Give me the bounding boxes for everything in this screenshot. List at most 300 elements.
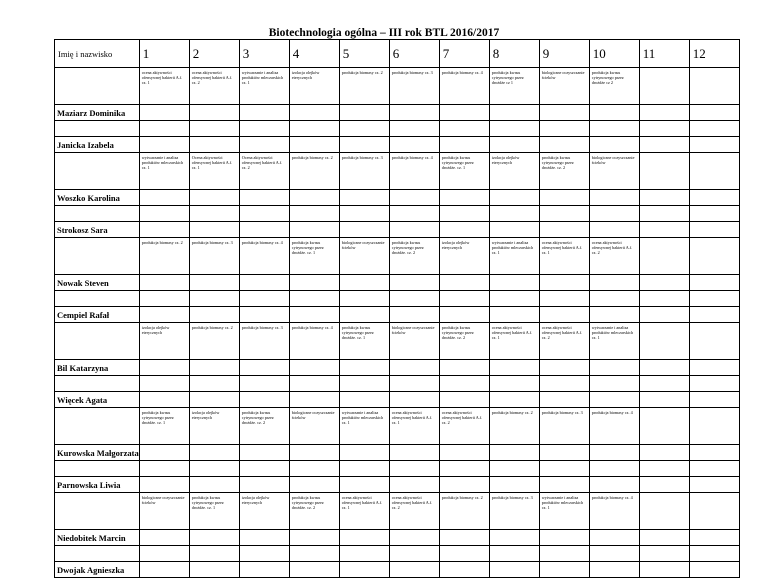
empty-cell: [189, 392, 239, 408]
empty-cell: [239, 105, 289, 121]
student-name: Dwojak Agnieszka: [55, 562, 140, 578]
empty-cell: [489, 190, 539, 206]
empty-cell: [439, 376, 489, 392]
empty-cell: [389, 445, 439, 461]
empty-cell: [639, 477, 689, 493]
student-name: Woszko Karolina: [55, 190, 140, 206]
student-name: Parnowska Liwia: [55, 477, 140, 493]
empty-cell: [55, 206, 140, 222]
empty-cell: [239, 445, 289, 461]
class-topic-cell: produkcja kwasu cytrynowego przez drożdże cz 2: [589, 68, 639, 105]
empty-cell: [489, 291, 539, 307]
empty-cell: [139, 190, 189, 206]
empty-cell: [539, 291, 589, 307]
empty-cell: [589, 190, 639, 206]
class-topic-cell: biologiczne oczyszczanie ścieków: [589, 153, 639, 190]
empty-cell: [639, 445, 689, 461]
empty-cell: [589, 392, 639, 408]
student-name: Cempiel Rafał: [55, 307, 140, 323]
empty-cell: [139, 206, 189, 222]
empty-cell: [639, 275, 689, 291]
student-name: Maziarz Dominika: [55, 105, 140, 121]
class-topic-cell: produkcja kwasu cytrynowego przez drożdże. cz. 2: [539, 153, 589, 190]
empty-cell: [439, 445, 489, 461]
empty-cell: [289, 307, 339, 323]
class-topic-cell: [689, 408, 739, 445]
class-topic-cell: [639, 153, 689, 190]
blank-row: [55, 206, 740, 222]
empty-cell: [339, 291, 389, 307]
empty-cell: [239, 121, 289, 137]
empty-cell: [689, 392, 739, 408]
class-topic-cell: biologiczne oczyszczanie ścieków: [289, 408, 339, 445]
empty-cell: [239, 307, 289, 323]
empty-cell: [189, 562, 239, 578]
empty-cell: [389, 206, 439, 222]
empty-cell: [489, 376, 539, 392]
empty-cell: [55, 546, 140, 562]
empty-cell: [139, 121, 189, 137]
empty-cell: [289, 121, 339, 137]
empty-cell: [539, 307, 589, 323]
empty-cell: [189, 307, 239, 323]
empty-cell: [639, 121, 689, 137]
empty-cell: [289, 445, 339, 461]
class-topic-cell: biologiczne oczyszczanie ścieków: [389, 323, 439, 360]
empty-name-cell: [55, 408, 140, 445]
class-topic-cell: biologiczne oczyszczanie ścieków: [539, 68, 589, 105]
class-topic-cell: produkcja biomasy cz. 4: [289, 323, 339, 360]
empty-cell: [539, 275, 589, 291]
class-topic-cell: wytwarzanie i analiza produktów mleczarskich cz. 1: [239, 68, 289, 105]
class-topic-cell: ocena aktywności ofensywnej bakterii A.f. cz. 2: [539, 323, 589, 360]
header-row: [55, 40, 740, 68]
empty-cell: [489, 121, 539, 137]
empty-cell: [139, 291, 189, 307]
class-topic-cell: produkcja kwasu cytrynowego przez drożdże. cz. 2: [289, 493, 339, 530]
empty-cell: [139, 546, 189, 562]
empty-cell: [489, 477, 539, 493]
empty-cell: [189, 546, 239, 562]
empty-cell: [689, 445, 739, 461]
empty-cell: [389, 392, 439, 408]
empty-cell: [189, 275, 239, 291]
empty-cell: [139, 562, 189, 578]
class-topic-cell: produkcja biomasy cz. 3: [339, 153, 389, 190]
empty-cell: [389, 461, 439, 477]
empty-cell: [289, 275, 339, 291]
empty-cell: [539, 105, 589, 121]
empty-cell: [339, 530, 389, 546]
empty-cell: [689, 530, 739, 546]
empty-cell: [189, 190, 239, 206]
blank-row: [55, 546, 740, 562]
empty-cell: [55, 121, 140, 137]
empty-cell: [689, 376, 739, 392]
empty-cell: [489, 546, 539, 562]
empty-cell: [139, 477, 189, 493]
empty-cell: [689, 105, 739, 121]
empty-cell: [139, 137, 189, 153]
empty-cell: [489, 530, 539, 546]
class-topic-cell: ocena aktywności ofensywnej bakterii A.f. cz. 1: [489, 323, 539, 360]
class-topic-cell: produkcja biomasy cz. 2: [339, 68, 389, 105]
empty-cell: [539, 360, 589, 376]
empty-cell: [339, 307, 389, 323]
schedule-row: [55, 68, 740, 105]
empty-cell: [539, 461, 589, 477]
empty-cell: [489, 206, 539, 222]
student-name: Kurowska Małgorzata: [55, 445, 140, 461]
class-topic-cell: produkcja kwasu cytrynowego przez drożdże. cz. 1: [289, 238, 339, 275]
class-topic-cell: wytwarzanie i analiza produktów mleczarskich cz. 1: [539, 493, 589, 530]
empty-cell: [389, 121, 439, 137]
empty-cell: [439, 291, 489, 307]
empty-cell: [639, 190, 689, 206]
empty-cell: [339, 477, 389, 493]
empty-cell: [139, 360, 189, 376]
class-topic-cell: produkcja kwasu cytrynowego przez drożdże. cz. 2: [439, 323, 489, 360]
empty-cell: [389, 360, 439, 376]
empty-cell: [289, 477, 339, 493]
class-topic-cell: produkcja biomasy cz. 4: [439, 68, 489, 105]
empty-cell: [289, 546, 339, 562]
empty-cell: [189, 530, 239, 546]
empty-cell: [689, 222, 739, 238]
empty-cell: [139, 392, 189, 408]
empty-cell: [439, 392, 489, 408]
column-number-4: 4: [289, 40, 339, 68]
column-number-3: 3: [239, 40, 289, 68]
schedule-row: [55, 153, 740, 190]
empty-name-cell: [55, 238, 140, 275]
empty-cell: [289, 105, 339, 121]
empty-cell: [239, 190, 289, 206]
student-row: [55, 275, 740, 291]
empty-cell: [189, 137, 239, 153]
empty-cell: [139, 275, 189, 291]
class-topic-cell: produkcja biomasy cz. 4: [589, 493, 639, 530]
empty-cell: [489, 105, 539, 121]
student-row: [55, 530, 740, 546]
empty-cell: [639, 376, 689, 392]
class-topic-cell: izolacja olejków eterycznych: [239, 493, 289, 530]
column-number-9: 9: [539, 40, 589, 68]
empty-cell: [539, 445, 589, 461]
empty-name-cell: [55, 153, 140, 190]
column-number-7: 7: [439, 40, 489, 68]
empty-cell: [439, 360, 489, 376]
empty-cell: [589, 546, 639, 562]
schedule-row: [55, 238, 740, 275]
class-topic-cell: [639, 238, 689, 275]
empty-cell: [689, 307, 739, 323]
empty-cell: [389, 291, 439, 307]
empty-cell: [439, 222, 489, 238]
empty-cell: [589, 307, 639, 323]
empty-cell: [439, 546, 489, 562]
empty-cell: [689, 546, 739, 562]
empty-cell: [55, 461, 140, 477]
empty-cell: [439, 530, 489, 546]
student-name: Janicka Izabela: [55, 137, 140, 153]
empty-cell: [289, 291, 339, 307]
class-topic-cell: wytwarzanie i analiza produktów mleczarskich cz. 1: [139, 153, 189, 190]
class-topic-cell: izolacja olejków eterycznych: [139, 323, 189, 360]
class-topic-cell: produkcja biomasy cz. 3: [539, 408, 589, 445]
empty-cell: [339, 105, 389, 121]
class-topic-cell: produkcja biomasy cz. 4: [239, 238, 289, 275]
empty-cell: [489, 137, 539, 153]
class-topic-cell: izolacja olejków eterycznych: [439, 238, 489, 275]
empty-cell: [639, 530, 689, 546]
empty-cell: [239, 360, 289, 376]
class-topic-cell: wytwarzanie i analiza produktów mleczarskich cz. 1: [339, 408, 389, 445]
class-topic-cell: produkcja biomasy cz. 2: [439, 493, 489, 530]
class-topic-cell: produkcja biomasy cz. 2: [489, 408, 539, 445]
blank-row: [55, 461, 740, 477]
class-topic-cell: izolacja olejków eterycznych: [289, 68, 339, 105]
empty-cell: [489, 445, 539, 461]
empty-cell: [639, 105, 689, 121]
student-row: [55, 445, 740, 461]
class-topic-cell: [639, 493, 689, 530]
student-row: [55, 307, 740, 323]
class-topic-cell: izolacja olejków eterycznych: [489, 153, 539, 190]
empty-cell: [589, 530, 639, 546]
student-name: Niedobitek Marcin: [55, 530, 140, 546]
empty-cell: [539, 190, 589, 206]
empty-cell: [289, 461, 339, 477]
empty-cell: [539, 392, 589, 408]
empty-cell: [439, 562, 489, 578]
class-topic-cell: produkcja biomasy cz. 3: [239, 323, 289, 360]
empty-cell: [639, 222, 689, 238]
student-row: [55, 105, 740, 121]
empty-cell: [689, 190, 739, 206]
class-topic-cell: produkcja biomasy cz. 2: [289, 153, 339, 190]
empty-cell: [389, 562, 439, 578]
class-topic-cell: [689, 153, 739, 190]
class-topic-cell: [639, 68, 689, 105]
empty-cell: [289, 530, 339, 546]
empty-cell: [389, 105, 439, 121]
empty-cell: [639, 360, 689, 376]
empty-cell: [239, 461, 289, 477]
empty-cell: [489, 275, 539, 291]
class-topic-cell: produkcja kwasu cytrynowego przez drożdże. cz. 1: [189, 493, 239, 530]
class-topic-cell: produkcja kwasu cytrynowego przez drożdże. cz. 2: [389, 238, 439, 275]
empty-cell: [539, 376, 589, 392]
empty-cell: [589, 360, 639, 376]
class-topic-cell: produkcja kwasu cytrynowego przez drożdże cz 1: [489, 68, 539, 105]
student-name: Strokosz Sara: [55, 222, 140, 238]
empty-cell: [489, 222, 539, 238]
empty-cell: [689, 477, 739, 493]
empty-cell: [139, 461, 189, 477]
empty-cell: [239, 392, 289, 408]
empty-cell: [339, 190, 389, 206]
empty-cell: [589, 275, 639, 291]
class-topic-cell: biologiczne oczyszczanie ścieków: [139, 493, 189, 530]
class-topic-cell: ocena aktywności ofensywnej bakterii A.f. cz. 2: [389, 493, 439, 530]
student-name: Więcek Agata: [55, 392, 140, 408]
empty-cell: [339, 360, 389, 376]
empty-cell: [55, 376, 140, 392]
empty-cell: [439, 477, 489, 493]
class-topic-cell: Ocena aktywności ofensywnej bakterii A.f. cz. 2: [239, 153, 289, 190]
empty-cell: [689, 121, 739, 137]
class-topic-cell: ocena aktywności ofensywnej bakterii A.f. cz. 2: [589, 238, 639, 275]
empty-cell: [389, 307, 439, 323]
student-name: Nowak Steven: [55, 275, 140, 291]
empty-cell: [339, 546, 389, 562]
class-topic-cell: [639, 323, 689, 360]
empty-cell: [389, 190, 439, 206]
empty-cell: [589, 105, 639, 121]
empty-cell: [639, 546, 689, 562]
empty-cell: [389, 376, 439, 392]
empty-cell: [339, 445, 389, 461]
empty-cell: [339, 461, 389, 477]
student-row: [55, 477, 740, 493]
empty-cell: [289, 392, 339, 408]
class-topic-cell: produkcja biomasy cz. 4: [589, 408, 639, 445]
empty-cell: [189, 291, 239, 307]
empty-cell: [589, 477, 639, 493]
empty-cell: [339, 206, 389, 222]
empty-cell: [189, 222, 239, 238]
class-topic-cell: produkcja biomasy cz. 2: [189, 323, 239, 360]
class-topic-cell: wytwarzanie i analiza produktów mleczarskich cz. 1: [489, 238, 539, 275]
empty-cell: [539, 121, 589, 137]
empty-cell: [689, 275, 739, 291]
empty-cell: [639, 206, 689, 222]
empty-cell: [239, 530, 289, 546]
empty-cell: [689, 206, 739, 222]
class-topic-cell: produkcja biomasy cz. 2: [139, 238, 189, 275]
class-topic-cell: biologiczne oczyszczanie ścieków: [339, 238, 389, 275]
empty-name-cell: [55, 493, 140, 530]
class-topic-cell: produkcja kwasu cytrynowego przez drożdże. cz. 2: [239, 408, 289, 445]
blank-row: [55, 291, 740, 307]
empty-cell: [139, 445, 189, 461]
empty-cell: [289, 190, 339, 206]
empty-cell: [189, 360, 239, 376]
empty-cell: [389, 275, 439, 291]
empty-cell: [239, 137, 289, 153]
class-topic-cell: izolacja olejków eterycznych: [189, 408, 239, 445]
empty-cell: [539, 222, 589, 238]
empty-cell: [539, 206, 589, 222]
class-topic-cell: ocena aktywności ofensywnej bakterii A.f. cz. 1: [339, 493, 389, 530]
empty-cell: [339, 222, 389, 238]
empty-cell: [439, 121, 489, 137]
empty-cell: [439, 275, 489, 291]
empty-cell: [339, 376, 389, 392]
empty-cell: [339, 392, 389, 408]
empty-cell: [289, 562, 339, 578]
class-topic-cell: produkcja biomasy cz. 4: [389, 153, 439, 190]
blank-row: [55, 121, 740, 137]
empty-cell: [589, 562, 639, 578]
class-topic-cell: [689, 493, 739, 530]
class-topic-cell: ocena aktywności ofensywnej bakterii A.f. cz. 2: [439, 408, 489, 445]
class-topic-cell: [689, 68, 739, 105]
column-number-10: 10: [589, 40, 639, 68]
student-row: [55, 392, 740, 408]
empty-cell: [139, 530, 189, 546]
column-number-12: 12: [689, 40, 739, 68]
empty-cell: [589, 461, 639, 477]
empty-cell: [289, 360, 339, 376]
student-row: [55, 190, 740, 206]
schedule-row: [55, 493, 740, 530]
empty-cell: [139, 307, 189, 323]
class-topic-cell: produkcja biomasy cz. 3: [189, 238, 239, 275]
empty-cell: [489, 307, 539, 323]
empty-cell: [189, 105, 239, 121]
empty-cell: [189, 376, 239, 392]
empty-cell: [639, 291, 689, 307]
empty-cell: [189, 461, 239, 477]
name-column-header: Imię i nazwisko: [55, 40, 140, 68]
empty-cell: [389, 137, 439, 153]
empty-cell: [289, 137, 339, 153]
empty-cell: [139, 222, 189, 238]
empty-cell: [639, 137, 689, 153]
empty-cell: [239, 376, 289, 392]
column-number-2: 2: [189, 40, 239, 68]
class-topic-cell: produkcja kwasu cytrynowego przez drożdże. cz. 1: [139, 408, 189, 445]
blank-row: [55, 376, 740, 392]
empty-cell: [139, 105, 189, 121]
empty-cell: [489, 360, 539, 376]
empty-cell: [589, 376, 639, 392]
empty-cell: [589, 206, 639, 222]
empty-cell: [639, 562, 689, 578]
schedule-row: [55, 408, 740, 445]
empty-cell: [439, 461, 489, 477]
schedule-row: [55, 323, 740, 360]
empty-cell: [639, 307, 689, 323]
empty-cell: [389, 477, 439, 493]
empty-cell: [689, 291, 739, 307]
empty-cell: [589, 222, 639, 238]
empty-cell: [589, 121, 639, 137]
class-topic-cell: produkcja kwasu cytrynowego przez drożdże. cz. 1: [439, 153, 489, 190]
column-number-5: 5: [339, 40, 389, 68]
schedule-table: [54, 39, 740, 578]
column-number-11: 11: [639, 40, 689, 68]
student-row: [55, 222, 740, 238]
class-topic-cell: [639, 408, 689, 445]
class-topic-cell: [689, 238, 739, 275]
empty-cell: [439, 190, 489, 206]
empty-cell: [689, 461, 739, 477]
column-number-6: 6: [389, 40, 439, 68]
empty-cell: [689, 562, 739, 578]
empty-cell: [139, 376, 189, 392]
empty-cell: [389, 546, 439, 562]
empty-cell: [239, 291, 289, 307]
empty-cell: [439, 206, 489, 222]
empty-cell: [539, 477, 589, 493]
empty-cell: [539, 562, 589, 578]
empty-cell: [489, 392, 539, 408]
class-topic-cell: produkcja biomasy cz. 3: [489, 493, 539, 530]
empty-cell: [239, 206, 289, 222]
